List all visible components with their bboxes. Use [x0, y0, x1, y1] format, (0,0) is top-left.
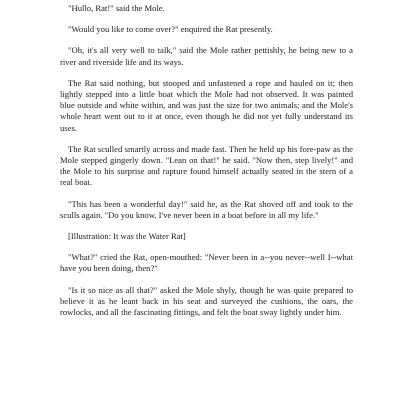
paragraph-mole-pettish: "Oh, it's all very well to talk," said the Mole rather pettishly, he being new to a river and riverside life and its ways.	[60, 45, 353, 67]
paragraph-hullo: "Hullo, Rat!" said the Mole.	[68, 3, 165, 13]
paragraph-come-over: "Would you like to come over?" enquired the Rat presently.	[68, 24, 273, 35]
paragraph-what-cried: "What?" cried the Rat, open-mouthed: "Never been in a--you never--well I--what have you been doing, then?"	[60, 252, 353, 274]
paragraph-rat-boat: The Rat said nothing, but stooped and unfastened a rope and hauled on it; then lightly stepped into a little boat which the Mole had not observed. It was painted blue outside and white within, and was just the size for two animals; and the Mole's whole heart went out to it at once, even though he did not yet fully understand its uses.	[60, 77, 353, 133]
paragraph-wonderful-day: "This has been a wonderful day!" said he, as the Rat shoved off and took to the sculls again. "Do you know, I've never been in a boat before in all my life."	[60, 198, 353, 220]
paragraph-so-nice: "Is it so nice as all that?" asked the Mole shyly, though he was quite prepared to believe it as he leant back in his seat and surveyed the cushions, the oars, the rowlocks, and all the fascinating fittings, and felt the boat sway lightly under him.	[60, 284, 353, 318]
illustration-caption: [Illustration: It was the Water Rat]	[68, 231, 186, 242]
paragraph-sculled: The Rat sculled smartly across and made fast. Then he held up his fore-paw as the Mole stepped gingerly down. "Lean on that!" he said. "Now then, step lively!" and the Mole to his surprise and rapture found himself actually seated in the stern of a real boat.	[60, 143, 353, 188]
